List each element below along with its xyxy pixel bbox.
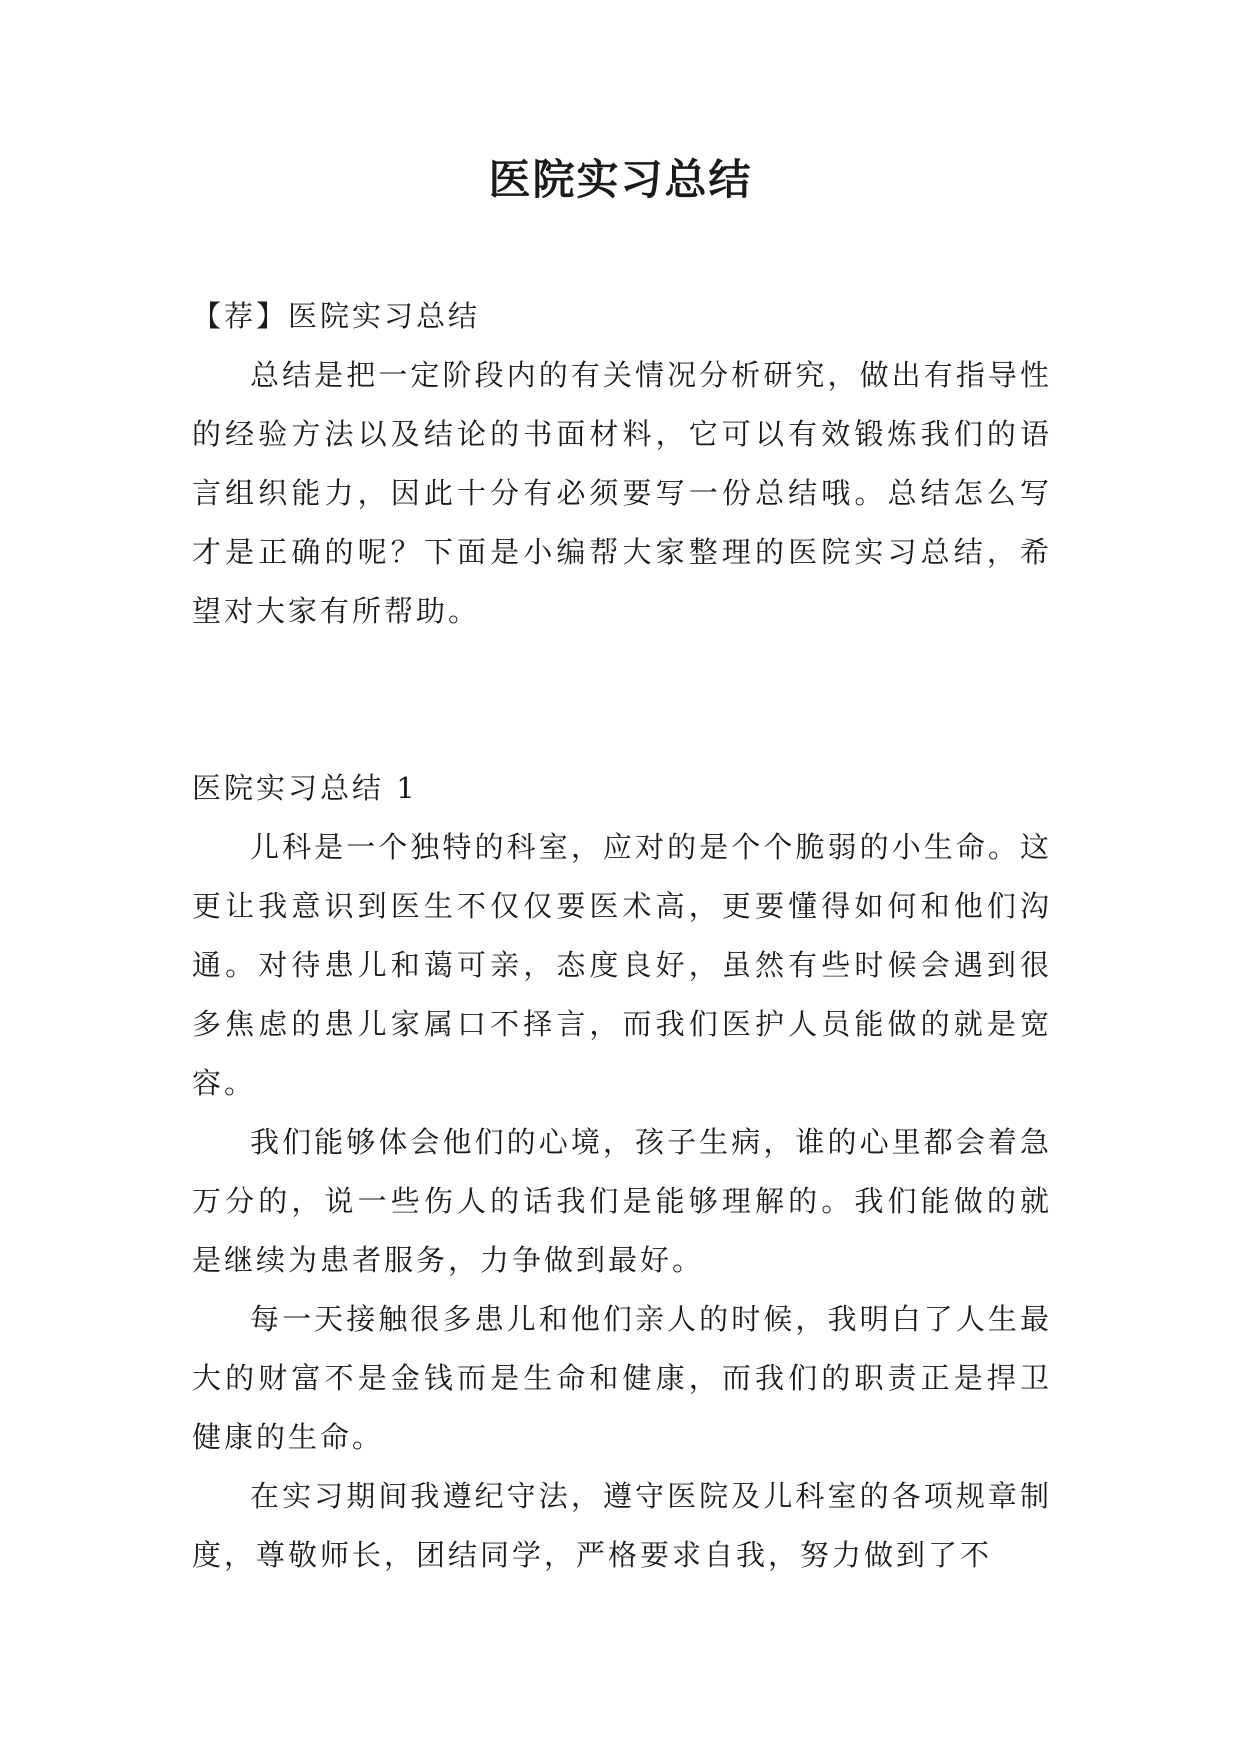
- section-gap: [192, 641, 1052, 759]
- section-heading: 医院实习总结 1: [192, 771, 418, 805]
- body-paragraph-4: 在实习期间我遵纪守法，遵守医院及儿科室的各项规章制度，尊敬师长，团结同学，严格要求自我，努力做到了不: [192, 1479, 1052, 1572]
- body-paragraph-3: 每一天接触很多患儿和他们亲人的时候，我明白了人生最大的财富不是金钱而是生命和健康，而我们的职责正是捍卫健康的生命。: [192, 1302, 1052, 1454]
- intro-paragraph: 总结是把一定阶段内的有关情况分析研究，做出有指导性的经验方法以及结论的书面材料，它可以有效锻炼我们的语言组织能力，因此十分有必须要写一份总结哦。总结怎么写才是正确的呢？下面是小编帮大家整理的医院实习总结，希望对大家有所帮助。: [192, 358, 1052, 628]
- document-body: [192, 287, 1052, 1585]
- body-paragraph-2: 我们能够体会他们的心境，孩子生病，谁的心里都会着急万分的，说一些伤人的话我们是能够理解的。我们能做的就是继续为患者服务，力争做到最好。: [192, 1125, 1052, 1277]
- intro-label: 【荐】医院实习总结: [192, 299, 481, 333]
- body-paragraph-1: 儿科是一个独特的科室，应对的是个个脆弱的小生命。这更让我意识到医生不仅仅要医术高，更要懂得如何和他们沟通。对待患儿和蔼可亲，态度良好，虽然有些时候会遇到很多焦虑的患儿家属口不择言，而我们医护人员能做的就是宽容。: [192, 830, 1052, 1100]
- document-title: 医院实习总结: [488, 155, 753, 204]
